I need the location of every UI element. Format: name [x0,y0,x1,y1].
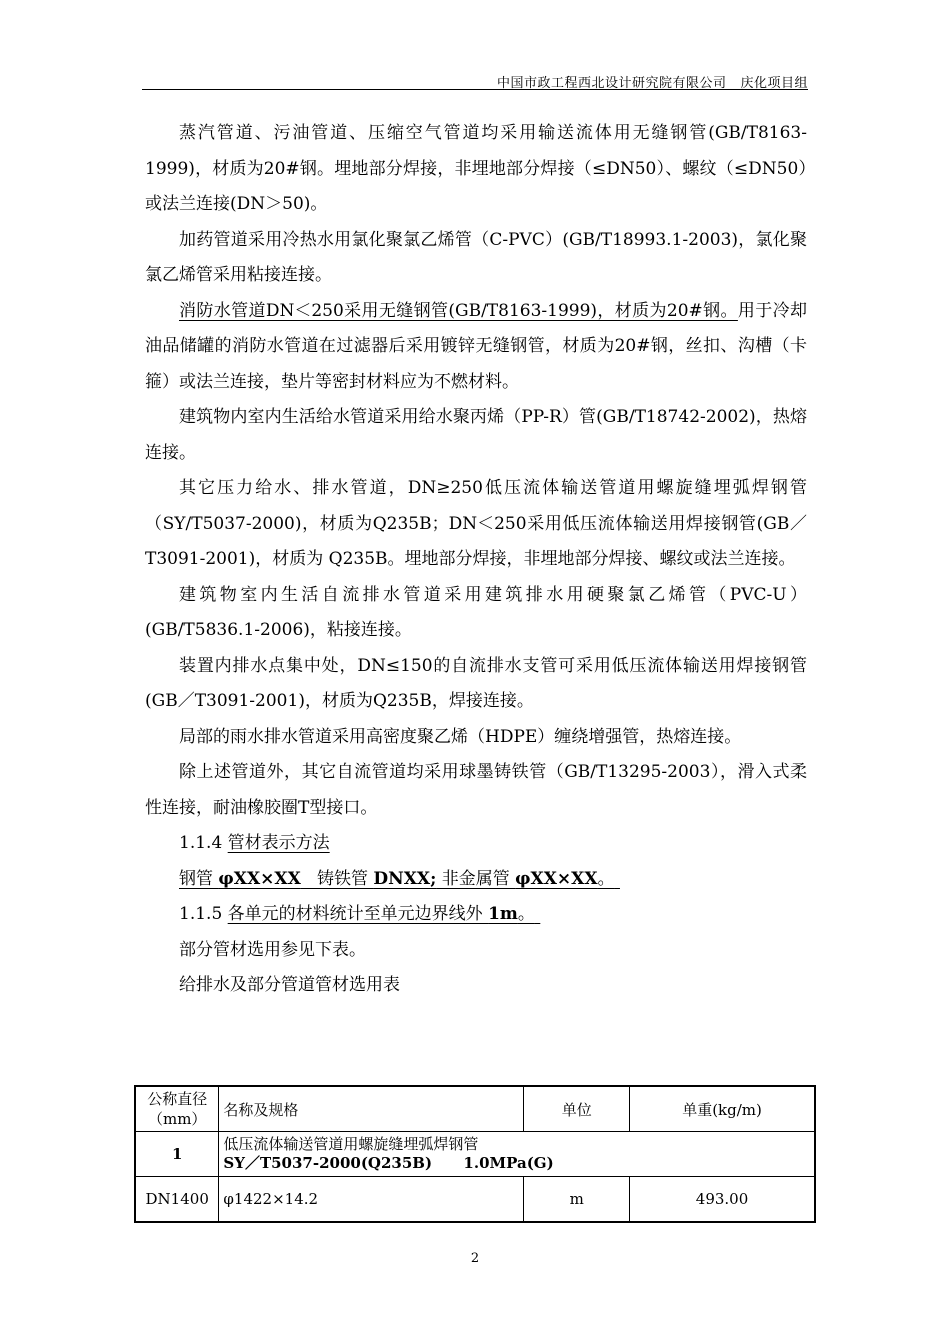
header-project: 庆化项目组 [740,76,808,91]
section-1-1-5-heading [145,897,807,933]
section-1-1-5-text-part: 各单元的材料统计至单元边界线外 [227,904,489,924]
row-diameter: DN1400 [135,1177,219,1222]
paragraph-rain-pipes: 局部的雨水排水管道采用高密度聚乙烯（HDPE）缠绕增强管，热熔连接。 [179,726,742,747]
table-header-row [135,1086,815,1132]
pipe-material-table [134,1085,816,1223]
section-1-1-4-title: 管材表示方法 [227,833,330,853]
header-name-spec: 名称及规格 [219,1086,524,1132]
group-description [219,1132,815,1177]
paragraph-indoor-drain: 建筑物室内生活自流排水管道采用建筑排水用硬聚氯乙烯管（PVC-U）(GB/T5836.1-2006)，粘接连接。 [145,584,807,640]
group-number: 1 [135,1132,219,1177]
row-unit: m [524,1177,630,1222]
table-title: 给排水及部分管道管材选用表 [179,975,400,995]
notation-nonmetal-format: φXX×XX [515,868,598,889]
notation-iron-label: 铸铁管 [300,868,374,889]
table-group-row [135,1132,815,1177]
paragraph-gravity-pipes: 除上述管道外，其它自流管道均采用球墨铸铁管（GB/T13295-2003），滑入式柔性连接，耐油橡胶圈T型接口。 [145,762,807,818]
notation-nonmetal-label: 非金属管 [436,868,516,889]
paragraph-fire-water [145,294,807,401]
header-company: 中国市政工程西北设计研究院有限公司 [496,76,727,91]
section-1-1-4-number: 1.1.4 [179,833,223,853]
paragraph-table-note: 部分管材选用参见下表。 [179,939,366,960]
paragraph-pressure-pipes: 其它压力给水、排水管道，DN≥250低压流体输送管道用螺旋缝埋弧焊钢管（SY/T5037-2000)，材质为Q235B；DN＜250采用低压流体输送用焊接钢管(GB／T3091-2001)，材质为 Q235B。埋地部分焊接，非埋地部分焊接、螺纹或法兰连接。 [145,478,807,569]
notation-end: 。 [597,868,615,889]
section-1-1-4-heading [145,826,807,862]
section-1-1-5-text [228,904,541,924]
fire-water-underlined: 消防水管道DN＜250采用无缝钢管(GB/T8163-1999)，材质为20#钢。 [179,300,738,321]
paragraph-indoor-supply: 建筑物内室内生活给水管道采用给水聚丙烯（PP-R）管(GB/T18742-2002)，热熔连接。 [145,407,807,463]
section-1-1-5-number: 1.1.5 [179,904,223,924]
header-unit-weight: 单重(kg/m) [630,1086,815,1132]
paragraph-drain-branch: 装置内排水点集中处，DN≤150的自流排水支管可采用低压流体输送用焊接钢管(GB／T3091-2001)，材质为Q235B，焊接连接。 [145,655,807,711]
table-row [135,1177,815,1222]
section-1-1-5-end: 。 [517,904,535,924]
header-rule [142,89,808,90]
pipe-notation-line [145,862,807,898]
pipe-notation [179,869,620,889]
fire-water-rest: 用于冷却油品储罐的消防水管道在过滤器后采用镀锌无缝钢管，材质为20#钢，丝扣、沟槽（卡箍）或法兰连接，垫片等密封材料应为不燃材料。 [145,300,807,392]
document-body [145,116,807,1004]
notation-steel-label: 钢管 [179,868,219,889]
row-spec: φ1422×14.2 [219,1177,524,1222]
page-number: 2 [470,1251,480,1266]
section-1-1-5-distance: 1m [488,904,518,924]
group-standard: SY／T5037-2000(Q235B) 1.0MPa(G) [223,1154,554,1172]
row-weight: 493.00 [630,1177,815,1222]
notation-iron-format: DNXX; [373,868,437,889]
header-unit: 单位 [524,1086,630,1132]
header-nominal-diameter: 公称直径（mm） [135,1086,219,1132]
group-name: 低压流体输送管道用螺旋缝埋弧焊钢管 [223,1135,479,1153]
paragraph-steam-pipes: 蒸汽管道、污油管道、压缩空气管道均采用输送流体用无缝钢管(GB/T8163-1999)，材质为20#钢。埋地部分焊接，非埋地部分焊接（≤DN50）、螺纹（≤DN50）或法兰连接(DN＞50)。 [145,123,807,214]
paragraph-dosing-pipes: 加药管道采用冷热水用氯化聚氯乙烯管（C-PVC）(GB/T18993.1-2003)，氯化聚氯乙烯管采用粘接连接。 [145,229,807,285]
notation-steel-format: φXX×XX [218,868,301,889]
